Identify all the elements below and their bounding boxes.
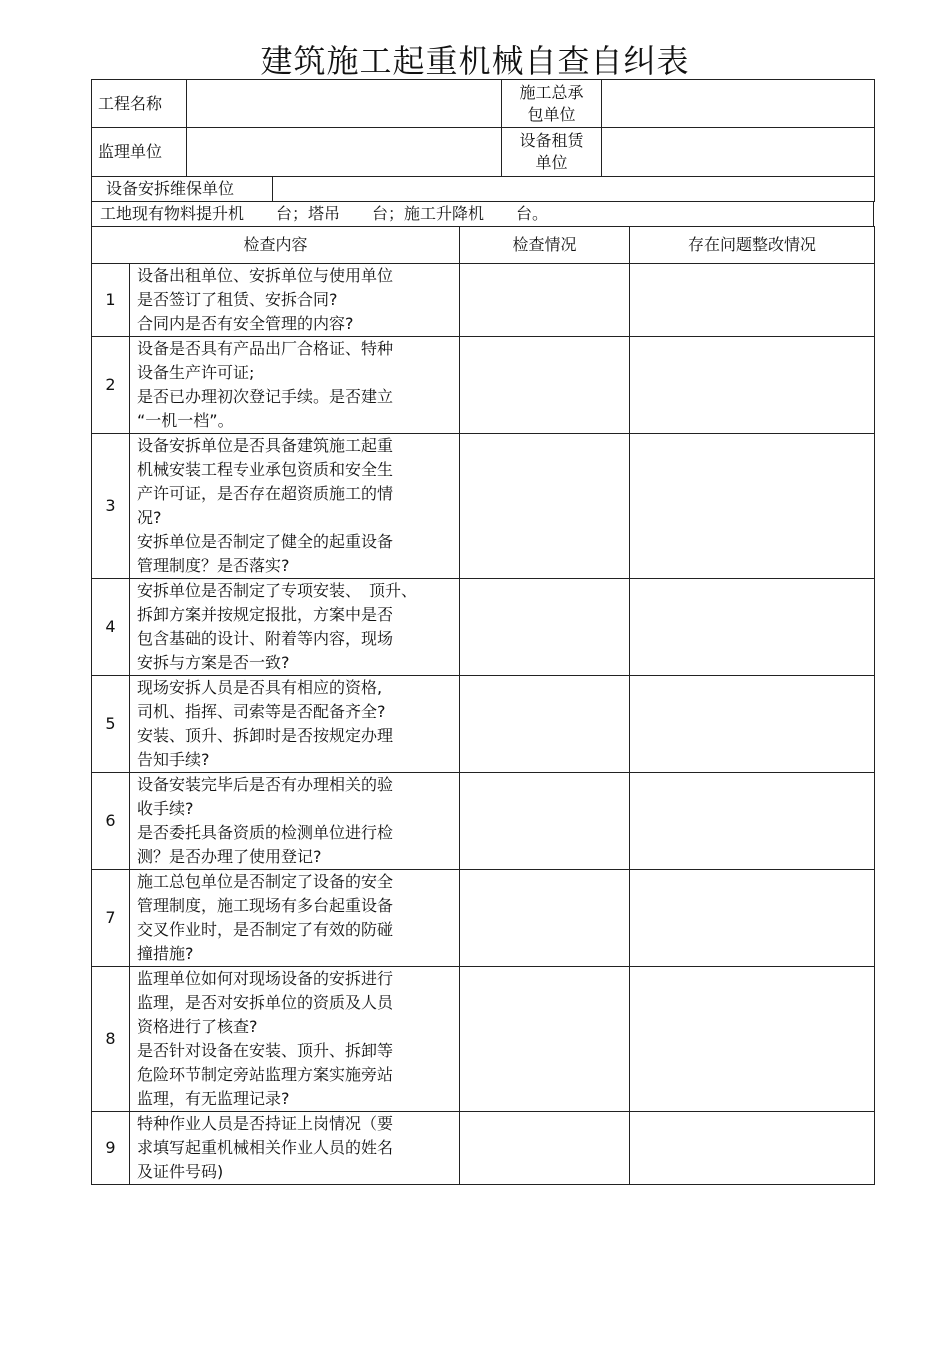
install-maint-label: 设备安拆维保单位 — [92, 177, 273, 202]
item-number: 5 — [92, 676, 130, 773]
equipment-line-table — [91, 201, 874, 227]
leasing-unit-field[interactable] — [602, 128, 875, 177]
item-status-cell[interactable] — [460, 579, 630, 676]
install-maint-table — [91, 176, 875, 202]
item-rectification-cell[interactable] — [630, 579, 875, 676]
item-content: 设备出租单位、安拆单位与使用单位 是否签订了租赁、安拆合同? 合同内是否有安全管理的内容? — [130, 264, 460, 337]
item-content: 特种作业人员是否持证上岗情况（要 求填写起重机械相关作业人员的姓名 及证件号码) — [130, 1112, 460, 1185]
column-header-content: 检查内容 — [92, 227, 460, 264]
item-rectification-cell[interactable] — [630, 773, 875, 870]
item-content: 现场安拆人员是否具有相应的资格, 司机、指挥、司索等是否配备齐全? 安装、顶升、拆卸时是否按规定办理 告知手续? — [130, 676, 460, 773]
header-table — [91, 79, 875, 177]
item-number: 2 — [92, 337, 130, 434]
item-content: 设备是否具有产品出厂合格证、特种 设备生产许可证; 是否已办理初次登记手续。是否建立 “一机一档”。 — [130, 337, 460, 434]
install-maint-field[interactable] — [273, 177, 875, 202]
table-row — [92, 870, 875, 967]
item-status-cell[interactable] — [460, 870, 630, 967]
equipment-count-line: 工地现有物料提升机 台；塔吊 台；施工升降机 台。 — [92, 202, 874, 227]
item-number: 6 — [92, 773, 130, 870]
item-status-cell[interactable] — [460, 434, 630, 579]
item-rectification-cell[interactable] — [630, 264, 875, 337]
item-rectification-cell[interactable] — [630, 337, 875, 434]
item-number: 4 — [92, 579, 130, 676]
table-row — [92, 264, 875, 337]
item-content: 监理单位如何对现场设备的安拆进行 监理，是否对安拆单位的资质及人员 资格进行了核查? 是否针对设备在安装、顶升、拆卸等 危险环节制定旁站监理方案实施旁站 监理，有无监理记录? — [130, 967, 460, 1112]
leasing-unit-label: 设备租赁 单位 — [502, 128, 602, 177]
supervisor-field[interactable] — [187, 128, 502, 177]
item-content: 安拆单位是否制定了专项安装、 顶升、 拆卸方案并按规定报批，方案中是否 包含基础的设计、附着等内容，现场 安拆与方案是否一致? — [130, 579, 460, 676]
table-row — [92, 967, 875, 1112]
item-number: 9 — [92, 1112, 130, 1185]
column-header-rectification: 存在问题整改情况 — [630, 227, 875, 264]
item-status-cell[interactable] — [460, 264, 630, 337]
table-row — [92, 337, 875, 434]
item-status-cell[interactable] — [460, 967, 630, 1112]
item-number: 8 — [92, 967, 130, 1112]
item-number: 7 — [92, 870, 130, 967]
page-title: 建筑施工起重机械自查自纠表 — [260, 42, 690, 80]
item-number: 3 — [92, 434, 130, 579]
checklist-table — [91, 226, 875, 1185]
table-row — [92, 579, 875, 676]
item-rectification-cell[interactable] — [630, 1112, 875, 1185]
supervisor-label: 监理单位 — [92, 128, 187, 177]
general-contractor-label: 施工总承 包单位 — [502, 80, 602, 128]
column-header-status: 检查情况 — [460, 227, 630, 264]
item-rectification-cell[interactable] — [630, 676, 875, 773]
table-row — [92, 773, 875, 870]
item-rectification-cell[interactable] — [630, 434, 875, 579]
item-number: 1 — [92, 264, 130, 337]
project-name-label: 工程名称 — [92, 80, 187, 128]
item-content: 施工总包单位是否制定了设备的安全 管理制度，施工现场有多台起重设备 交叉作业时，是否制定了有效的防碰 撞措施? — [130, 870, 460, 967]
item-content: 设备安拆单位是否具备建筑施工起重 机械安装工程专业承包资质和安全生 产许可证，是否存在超资质施工的情 况? 安拆单位是否制定了健全的起重设备 管理制度？是否落实? — [130, 434, 460, 579]
table-row — [92, 1112, 875, 1185]
item-content: 设备安装完毕后是否有办理相关的验 收手续? 是否委托具备资质的检测单位进行检 测？是否办理了使用登记? — [130, 773, 460, 870]
item-rectification-cell[interactable] — [630, 967, 875, 1112]
item-status-cell[interactable] — [460, 1112, 630, 1185]
item-status-cell[interactable] — [460, 337, 630, 434]
item-rectification-cell[interactable] — [630, 870, 875, 967]
project-name-field[interactable] — [187, 80, 502, 128]
general-contractor-field[interactable] — [602, 80, 875, 128]
table-row — [92, 676, 875, 773]
item-status-cell[interactable] — [460, 676, 630, 773]
item-status-cell[interactable] — [460, 773, 630, 870]
inspection-form — [91, 79, 874, 1185]
table-row — [92, 434, 875, 579]
